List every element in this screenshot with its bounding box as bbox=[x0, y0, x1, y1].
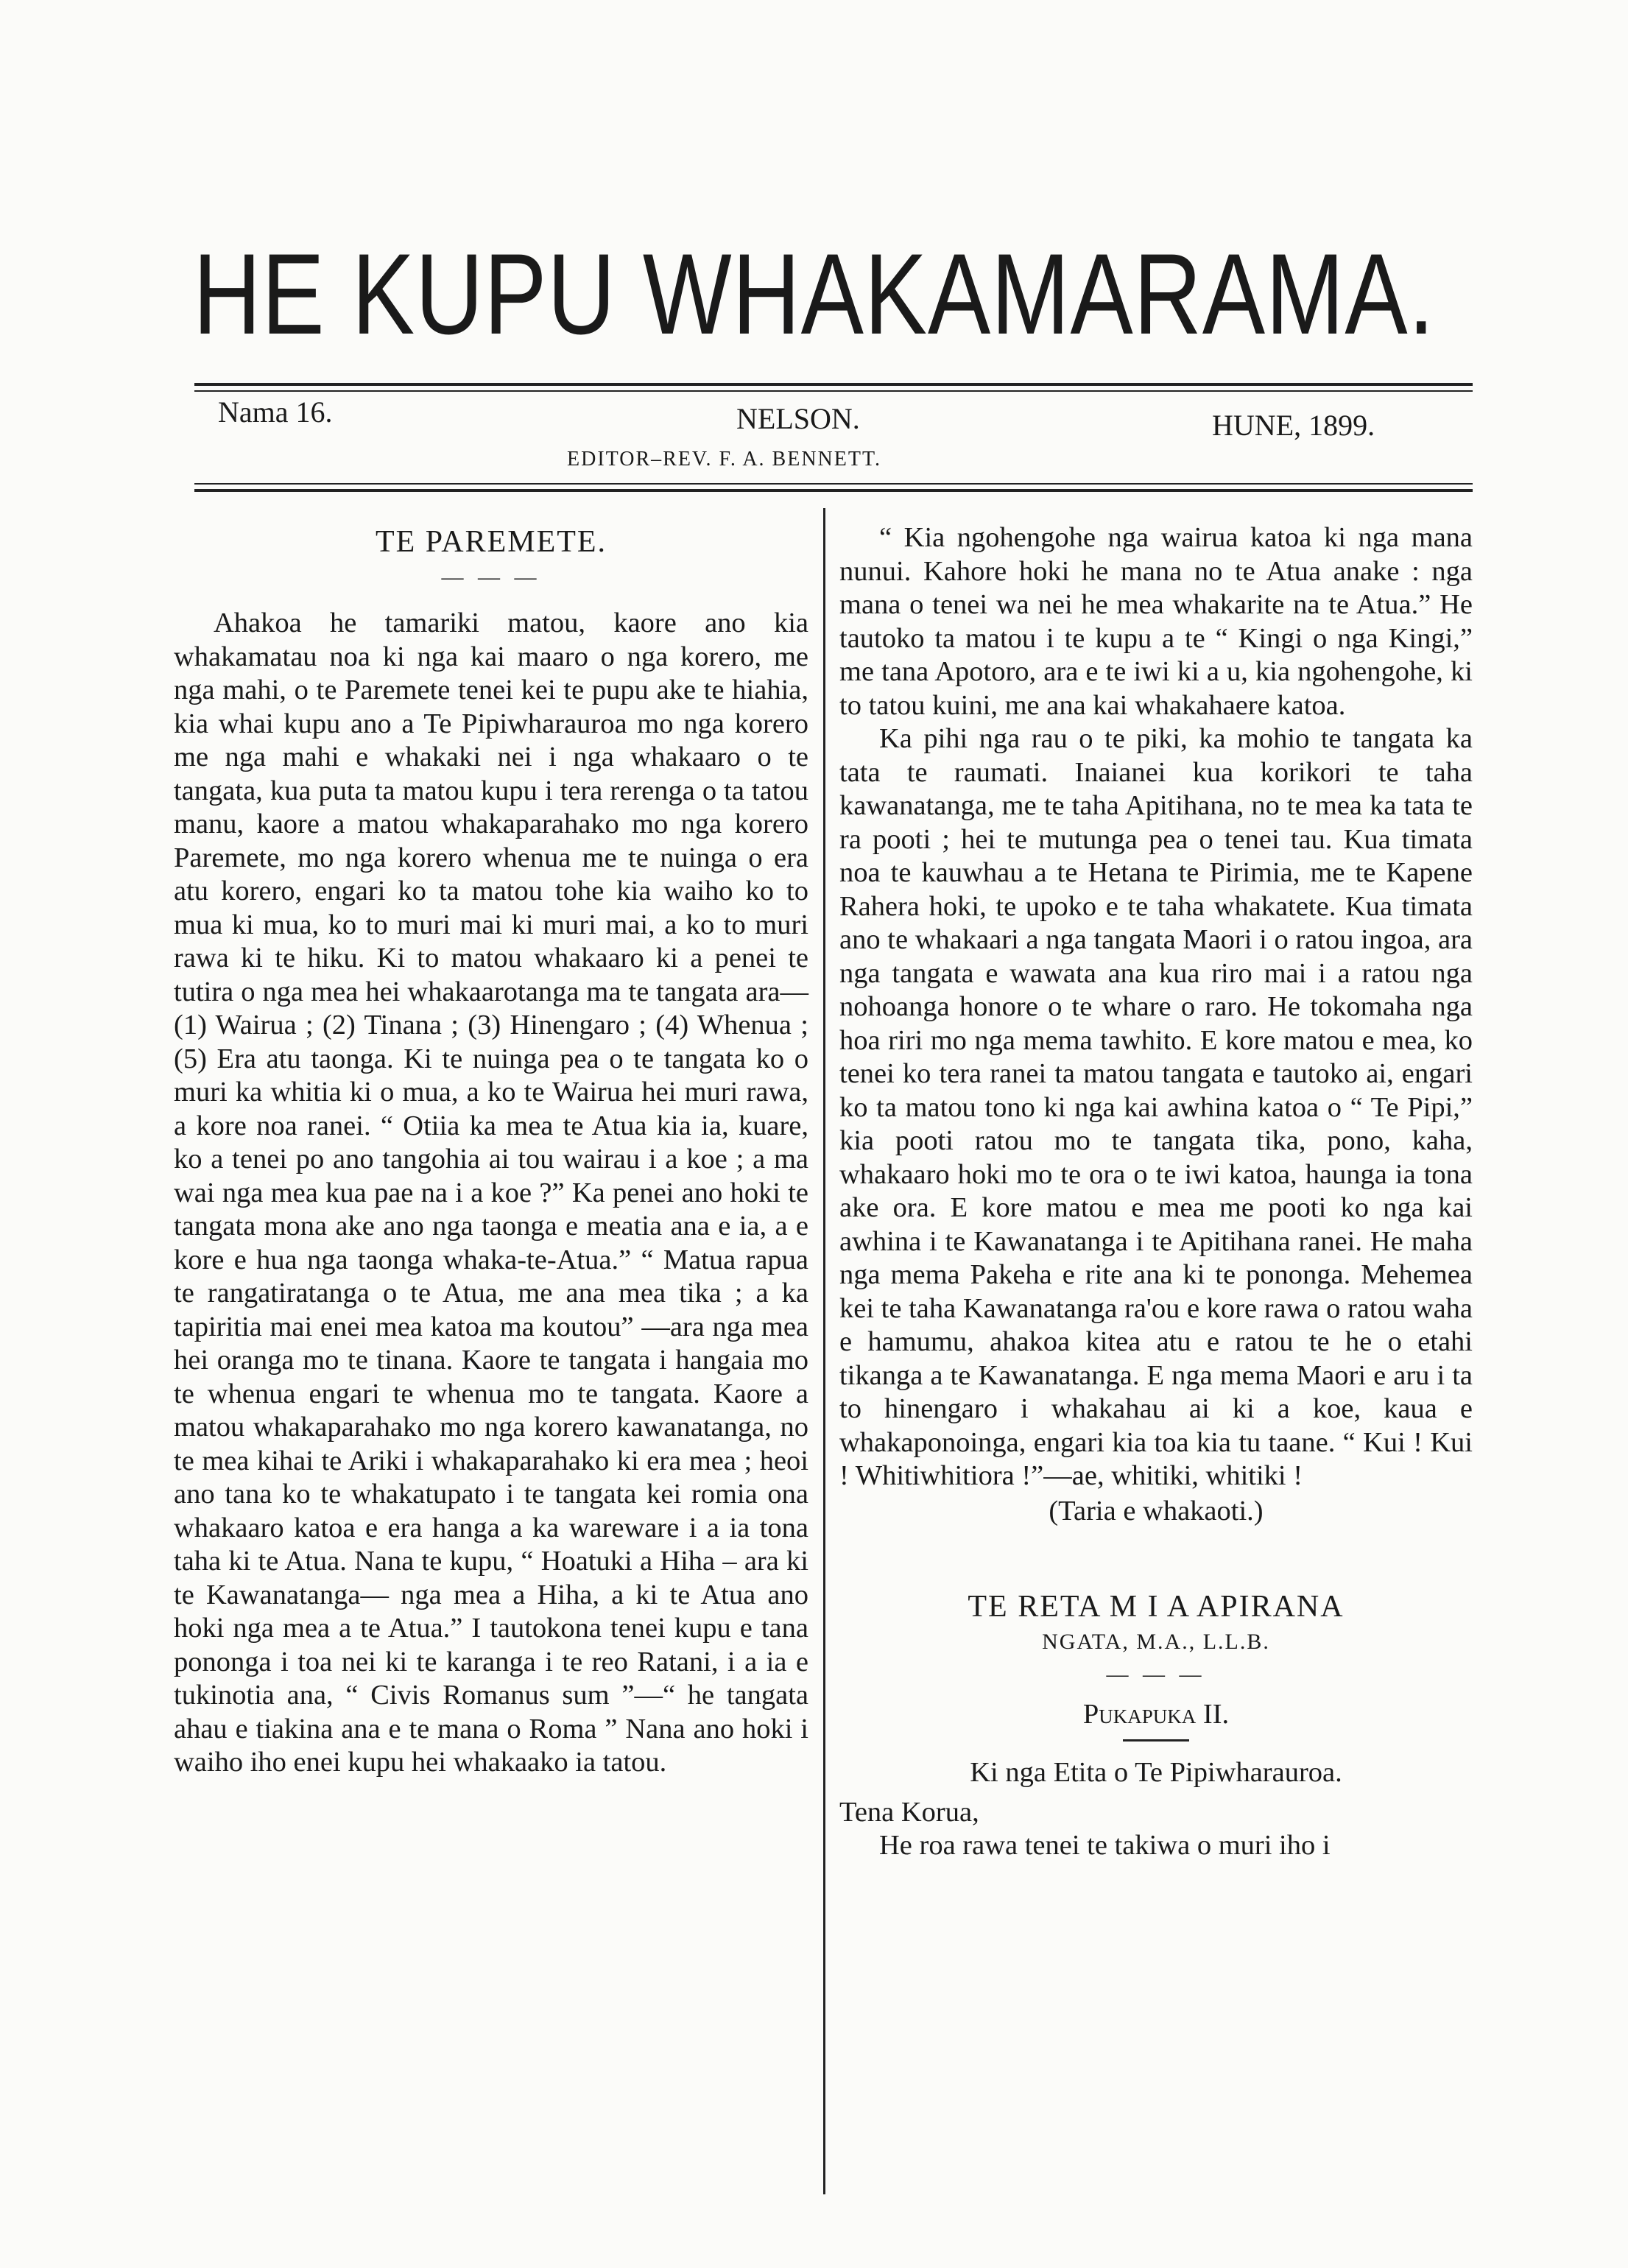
editor-line: EDITOR–REV. F. A. BENNETT. bbox=[567, 448, 881, 471]
letter-separator: — — — bbox=[1106, 1661, 1206, 1686]
section-title: TE PAREMETE. bbox=[375, 525, 607, 559]
masthead-title: HE KUPU WHAKAMARAMA. bbox=[193, 230, 1435, 359]
article-paragraph-continued: “ Kia ngohengohe nga wairua katoa ki nga mana nunui. Kahore hoki he mana no te Atua anake : nga mana o tenei wa nei he mea whakarite na te Atua.” He tautoko ta matou i te kupu a te “ Kingi o nga Kingi,” me tana Apotoro, ara e te iwi ki a u, kia ngohengohe, ki to tatou kuini, me ana kai whakahaere katoa. bbox=[839, 522, 1473, 721]
article-paragraph: Ka pihi nga rau o te piki, ka mohio te tangata ka tata te raumati. Inaianei kua korikori te taha kawanatanga, me te taha Apitihana, no te mea ka tata te ra pooti ; hei te mutunga pea o tenei tau. Kua timata noa te kauwhau a te Hetana te Pirimia, me te Kapene Rahera hoki, te upoko e te taha whakatete. Kua timata ano te whakaari a nga tangata Maori i o ratou ingoa, ara nga tangata e wawata ana kua riro mai i a ratou nga nohoanga honore o te whare o raro. He tokomaha nga hoa riri mo nga mema tawhito. E kore matou e mea, ko tenei ko tera ranei ta matou tangata e tautoko ai, engari ko ta matou tono ki nga kai awhina katoa o “ Te Pipi,” kia pooti ratou mo te tangata tika, pono, kaha, whakaaro hoki mo te ora o te iwi katoa, haunga ia tona ake ora. E kore matou e mea me pooti ko nga kai awhina i te Kawanatanga i te Apitihana ranei. He maha nga mema Pakeha e rite ana ki te pononga. Mehemea kei te taha Kawanatanga ra'ou e kore rawa o ratou waha e hamumu, ahakoa kitea atu e ratou te he o etahi tikanga a te Kawanatanga. E nga mema Maori e aru i ta to hinengaro i whakahau ai ki a koe, kaua e whakaponoinga, engari kia toa kia tu taane. “ Kui ! Kui ! Whitiwhitiora !”—ae, whitiki, whitiki ! bbox=[839, 723, 1473, 1491]
header-bottom-rule-thick bbox=[194, 489, 1473, 492]
issue-date: HUNE, 1899. bbox=[1212, 409, 1375, 442]
book-label: Pukapuka II. bbox=[1082, 1698, 1230, 1730]
article-paragraph: Ahakoa he tamariki matou, kaore ano kia whakamatau noa ki nga kai maaro o nga korero, me nga mahi, o te Paremete tenei kei te pupu ake te hiahia, kia whai kupu ano a Te Pipiwharauroa mo nga korero me nga mahi e whakaki nei i nga whakaaro o te tangata, kua puta ta matou kupu i tera rerenga o ta tatou manu, kaore a matou whakaparahako mo nga korero Paremete, mo nga korero whenua me te nuinga o era atu korero, engari ko ta matou tohe kia waiho ko to mua ki mua, ko to muri mai ki muri mai, a ko to muri rawa ki te hiku. Ki to matou whakaaro ki a penei te tutira o nga mea hei whakaarotanga ma te tangata ara—(1) Wairua ; (2) Tinana ; (3) Hinengaro ; (4) Whenua ; (5) Era atu taonga. Ki te nuinga pea o te tangata ko o muri ka whitia ki o mua, a ko te Wairua hei muri rawa, a kore noa ranei. “ Otiia ka mea te Atua kia ia, kuare, ko a tenei po ano tangohia ai tou wairau i a koe ; a ma wai nga mea kua pae na i a koe ?” Ka penei ano hoki te tangata mona ake ano nga taonga e meatia ana e ia, a e kore e hua nga taonga whaka-te-Atua.” “ Matua rapua te rangatiratanga o te Atua, me ana mea tika ; a ka tapiritia mai enei mea katoa ma koutou” —ara nga mea hei oranga mo te tinana. Kaore te tangata i hangaia mo te whenua engari te whenua mo te tangata. Kaore a matou whakaparahako mo nga korero kawanatanga, no te mea kihai te Ariki i whakaparahako ki era mea ; heoi ano tana ko te whakatupato i te tangata kei romia ona whakaaro katoa e era hanga a ka wareware i a ia tona taha ki te Atua. Nana te kupu, “ Hoatuki a Hiha – ara ki te Kawanatanga— nga mea a Hiha, a ki te Atua ano hoki nga mea a te Atua.” I tautokona tenei kupu e tana pononga i toa nei ki te karanga i te reo Ratani, i a ia e tukinotia ana, “ Civis Romanus sum ”—“ he tangata ahau e tiakina ana e te mana o Roma ” Nana ano hoki i waiho iho enei kupu hei whakaako ia tatou. bbox=[174, 608, 808, 1778]
place-name: NELSON. bbox=[736, 402, 860, 435]
section-separator: — — — bbox=[441, 565, 541, 589]
header-top-rule-thin bbox=[194, 390, 1473, 392]
book-rule bbox=[1123, 1739, 1189, 1742]
column-divider bbox=[823, 508, 825, 2194]
issue-number: Nama 16. bbox=[218, 395, 333, 429]
header-top-rule bbox=[194, 383, 1473, 386]
letter-title: TE RETA M I A APIRANA bbox=[968, 1589, 1345, 1624]
header-bottom-rule bbox=[194, 483, 1473, 485]
letter-addressee: Ki nga Etita o Te Pipiwharauroa. bbox=[970, 1756, 1342, 1788]
letter-opening: He roa rawa tenei te takiwa o muri iho i bbox=[879, 1830, 1331, 1861]
left-column bbox=[174, 508, 808, 1780]
letter-salutation: Tena Korua, bbox=[839, 1796, 979, 1828]
continued-note: (Taria e whakaoti.) bbox=[1049, 1495, 1264, 1526]
letter-subtitle: NGATA, M.A., L.L.B. bbox=[1042, 1629, 1270, 1654]
right-column bbox=[839, 508, 1473, 1863]
